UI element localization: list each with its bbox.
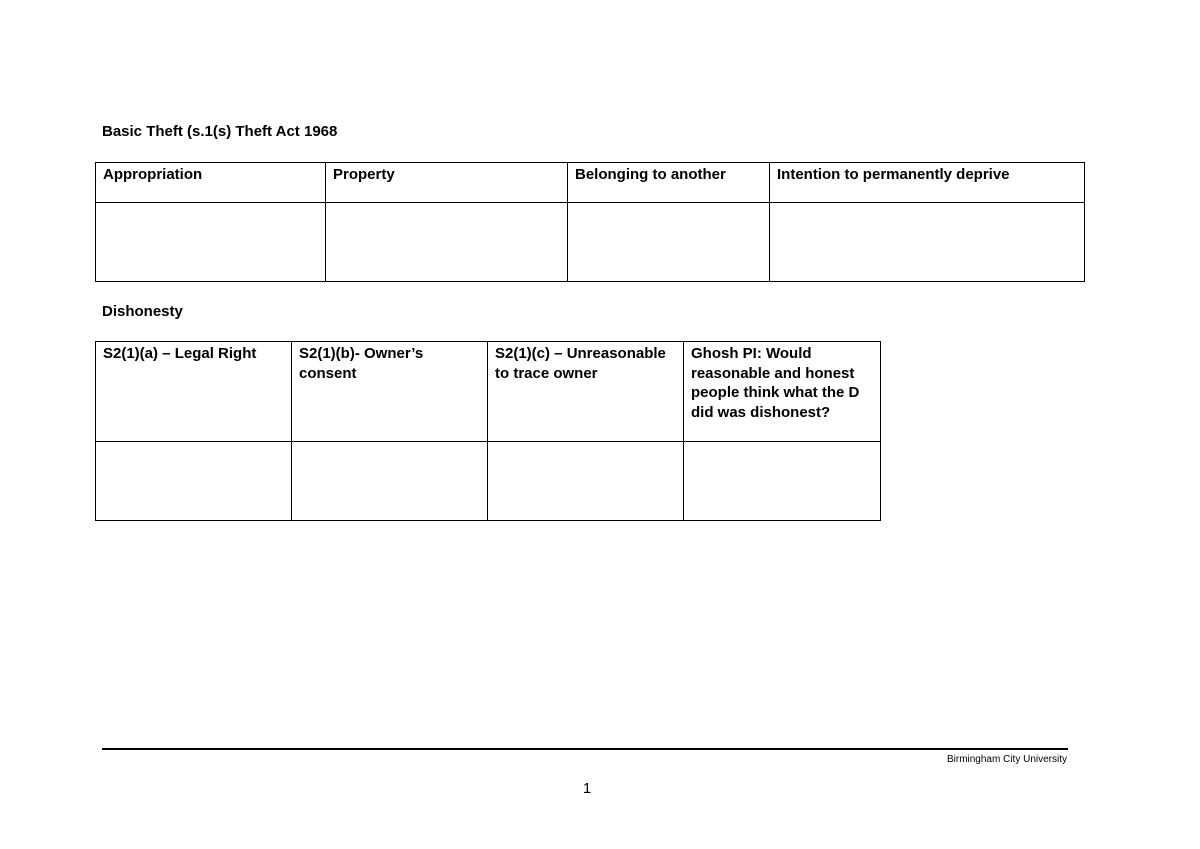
page-number: 1 [582, 780, 592, 797]
table-cell [568, 203, 770, 282]
theft-section-title: Basic Theft (s.1(s) Theft Act 1968 [102, 123, 338, 140]
table-row [96, 442, 881, 521]
header-owners-consent: S2(1)(b)- Owner’s consent [292, 342, 488, 442]
table-row [96, 203, 1085, 282]
header-intention-to-deprive: Intention to permanently deprive [770, 163, 1085, 203]
table-header-row [96, 163, 1085, 203]
table-cell [292, 442, 488, 521]
table-cell [684, 442, 881, 521]
theft-elements-table [95, 162, 1085, 282]
header-unreasonable-to-trace: S2(1)(c) – Unreasonable to trace owner [488, 342, 684, 442]
footer-divider [102, 748, 1068, 750]
table-cell [96, 442, 292, 521]
header-appropriation: Appropriation [96, 163, 326, 203]
table-cell [96, 203, 326, 282]
table-cell [770, 203, 1085, 282]
table-cell [488, 442, 684, 521]
table-header-row [96, 342, 881, 442]
header-belonging-to-another: Belonging to another [568, 163, 770, 203]
dishonesty-table [95, 341, 881, 521]
table-cell [326, 203, 568, 282]
header-legal-right: S2(1)(a) – Legal Right [96, 342, 292, 442]
footer-organization: Birmingham City University [946, 754, 1067, 765]
header-ghosh-test: Ghosh PI: Would reasonable and honest people think what the D did was dishonest? [684, 342, 881, 442]
header-property: Property [326, 163, 568, 203]
dishonesty-section-title: Dishonesty [102, 303, 183, 320]
